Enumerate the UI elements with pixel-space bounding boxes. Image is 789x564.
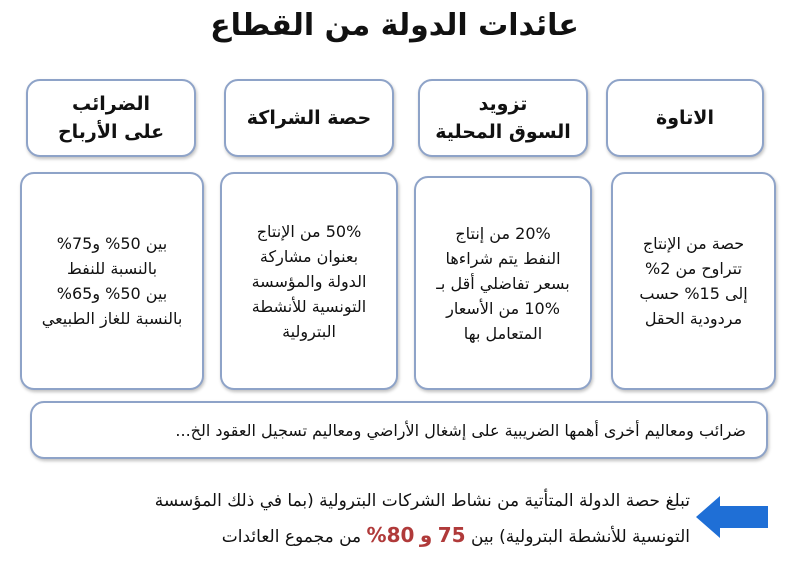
header-royalty-line: الاتاوة bbox=[656, 107, 714, 129]
body-partnership-line-1: 50% من الإنتاج bbox=[256, 221, 362, 241]
arrow-left-icon bbox=[696, 496, 772, 538]
body-partnership bbox=[220, 172, 398, 390]
header-partnership-line: حصة الشراكة bbox=[246, 107, 372, 129]
footer-value-low: 75 bbox=[437, 523, 466, 547]
body-local-market-line-5: المتعامل بها bbox=[463, 323, 543, 343]
body-profit-tax-line-3: بين 50% و65% bbox=[56, 284, 168, 303]
body-local-market bbox=[414, 176, 592, 390]
header-profit-tax-line-2: على الأرباح bbox=[57, 121, 165, 143]
body-royalty bbox=[611, 172, 776, 390]
header-local-market bbox=[418, 79, 588, 157]
footer-conj: و bbox=[419, 523, 433, 547]
footer-line-1: تبلغ حصة الدولة المتأتية من نشاط الشركات البترولية (بما في ذلك المؤسسة bbox=[154, 491, 690, 511]
header-profit-tax-line-1: الضرائب bbox=[72, 93, 150, 115]
body-royalty-line-2: تتراوح من 2% bbox=[645, 259, 742, 278]
other-taxes-note-text: ضرائب ومعاليم أخرى أهمها الضريبية على إشغال الأراضي ومعاليم تسجيل العقود الخ... bbox=[175, 420, 746, 440]
body-local-market-line-4: 10% من الأسعار bbox=[446, 298, 560, 318]
body-partnership-line-5: البترولية bbox=[282, 321, 336, 341]
body-profit-tax-line-1: بين 50% و75% bbox=[56, 234, 168, 253]
footer-line-2-post: من مجموع العائدات bbox=[221, 527, 362, 547]
body-local-market-line-3: بسعر تفاضلي أقل بـ bbox=[436, 273, 570, 293]
body-royalty-line-4: مردودية الحقل bbox=[644, 309, 743, 328]
body-profit-tax bbox=[20, 172, 204, 390]
body-partnership-line-4: التونسية للأنشطة bbox=[251, 296, 367, 316]
body-profit-tax-line-2: بالنسبة للنفط bbox=[66, 259, 158, 278]
header-royalty bbox=[606, 79, 764, 157]
body-partnership-line-3: الدولة والمؤسسة bbox=[251, 271, 367, 291]
header-partnership bbox=[224, 79, 394, 157]
footer-line-2 bbox=[40, 518, 690, 554]
header-local-market-line-1: تزويد bbox=[478, 93, 528, 115]
footer-value-high: 80% bbox=[366, 523, 415, 547]
header-profit-tax bbox=[26, 79, 196, 157]
other-taxes-note bbox=[30, 401, 768, 459]
body-local-market-line-1: 20% من إنتاج bbox=[455, 223, 551, 243]
body-profit-tax-line-4: بالنسبة للغاز الطبيعي bbox=[41, 309, 183, 328]
footer-line-2-pre: التونسية للأنشطة البترولية) بين bbox=[470, 527, 690, 547]
footer-summary bbox=[40, 484, 690, 554]
page-title: عائدات الدولة من القطاع bbox=[210, 8, 579, 43]
body-local-market-line-2: النفط يتم شراءها bbox=[445, 248, 561, 268]
body-partnership-line-2: بعنوان مشاركة bbox=[259, 246, 359, 266]
body-royalty-line-3: إلى 15% حسب bbox=[639, 284, 748, 303]
header-local-market-line-2: السوق المحلية bbox=[435, 121, 571, 143]
body-royalty-line-1: حصة من الإنتاج bbox=[642, 234, 745, 253]
